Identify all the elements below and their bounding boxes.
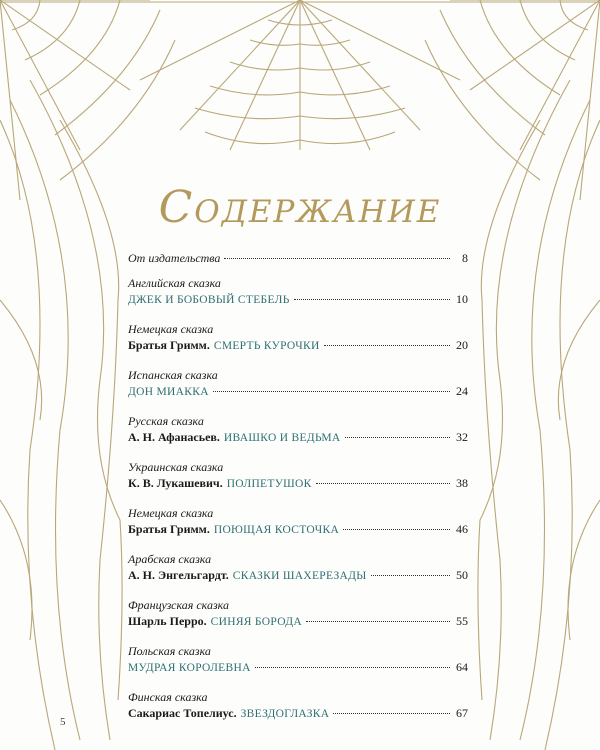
right-corner-web (425, 0, 600, 200)
toc-page-number: 24 (456, 384, 468, 398)
toc-origin: Украинская сказка (128, 460, 224, 474)
toc-story-title: ДОН МИАККА (128, 386, 209, 398)
toc-story-title: ПОЮЩАЯ КОСТОЧКА (213, 524, 340, 536)
toc-page-number: 46 (456, 522, 468, 536)
table-of-contents (128, 250, 468, 736)
toc-story-title: ИВАШКО И ВЕДЬМА (223, 432, 341, 444)
toc-story-title: СИНЯЯ БОРОДА (210, 616, 302, 628)
page-number: 5 (60, 716, 66, 728)
central-web (140, 0, 460, 150)
toc-leader-dots (343, 529, 450, 530)
toc-leader-dots (324, 345, 450, 346)
toc-story-title: СКАЗКИ ШАХЕРЕЗАДЫ (232, 570, 367, 582)
toc-story-title: ПОЛПЕТУШОК (226, 478, 312, 490)
toc-story-title: ЗВЕЗДОГЛАЗКА (240, 708, 330, 720)
toc-entry[interactable] (128, 414, 468, 446)
toc-story-title: ДЖЕК И БОБОВЫЙ СТЕБЕЛЬ (128, 294, 290, 306)
toc-entry[interactable] (128, 322, 468, 354)
toc-leader-dots (294, 299, 450, 300)
toc-origin: Польская сказка (128, 644, 211, 658)
toc-origin: Арабская сказка (128, 552, 212, 566)
toc-origin: Испанская сказка (128, 368, 218, 382)
toc-author: Братья Гримм. (128, 522, 210, 536)
toc-entry[interactable] (128, 506, 468, 538)
toc-author: Сакариас Топелиус. (128, 706, 237, 720)
toc-leader-dots (333, 713, 450, 714)
toc-page-number: 38 (456, 476, 468, 490)
toc-origin: Финская сказка (128, 690, 208, 704)
toc-entry[interactable] (128, 690, 468, 722)
toc-entry[interactable] (128, 644, 468, 676)
toc-page-number: 8 (462, 251, 468, 265)
toc-intro-label: От издательства (128, 251, 221, 265)
toc-origin: Французская сказка (128, 598, 229, 612)
toc-leader-dots (306, 621, 450, 622)
toc-page-number: 10 (456, 292, 468, 306)
page-title: Содержание (158, 182, 442, 233)
toc-entry[interactable] (128, 460, 468, 492)
toc-page-number: 55 (456, 614, 468, 628)
toc-author: Шарль Перро. (128, 614, 207, 628)
toc-leader-dots (213, 391, 450, 392)
toc-page-number: 67 (456, 706, 468, 720)
toc-story-title: МУДРАЯ КОРОЛЕВНА (128, 662, 251, 674)
toc-author: А. Н. Энгельгардт. (128, 568, 229, 582)
toc-author: К. В. Лукашевич. (128, 476, 223, 490)
toc-author: Братья Гримм. (128, 338, 210, 352)
toc-entry[interactable] (128, 552, 468, 584)
toc-leader-dots (224, 258, 450, 259)
left-corner-web (0, 0, 175, 200)
toc-leader-dots (345, 437, 450, 438)
toc-entry[interactable] (128, 598, 468, 630)
toc-origin: Английская сказка (128, 276, 221, 290)
toc-page-number: 50 (456, 568, 468, 582)
toc-leader-dots (255, 667, 450, 668)
toc-story-title: СМЕРТЬ КУРОЧКИ (213, 340, 320, 352)
toc-entry-intro[interactable] (128, 250, 468, 266)
toc-page-number: 64 (456, 660, 468, 674)
toc-leader-dots (371, 575, 450, 576)
toc-entry[interactable] (128, 368, 468, 400)
toc-page-number: 20 (456, 338, 468, 352)
toc-page-number: 32 (456, 430, 468, 444)
toc-origin: Немецкая сказка (128, 506, 214, 520)
toc-origin: Русская сказка (128, 414, 204, 428)
toc-entry[interactable] (128, 276, 468, 308)
toc-leader-dots (316, 483, 450, 484)
toc-origin: Немецкая сказка (128, 322, 214, 336)
toc-author: А. Н. Афанасьев. (128, 430, 220, 444)
